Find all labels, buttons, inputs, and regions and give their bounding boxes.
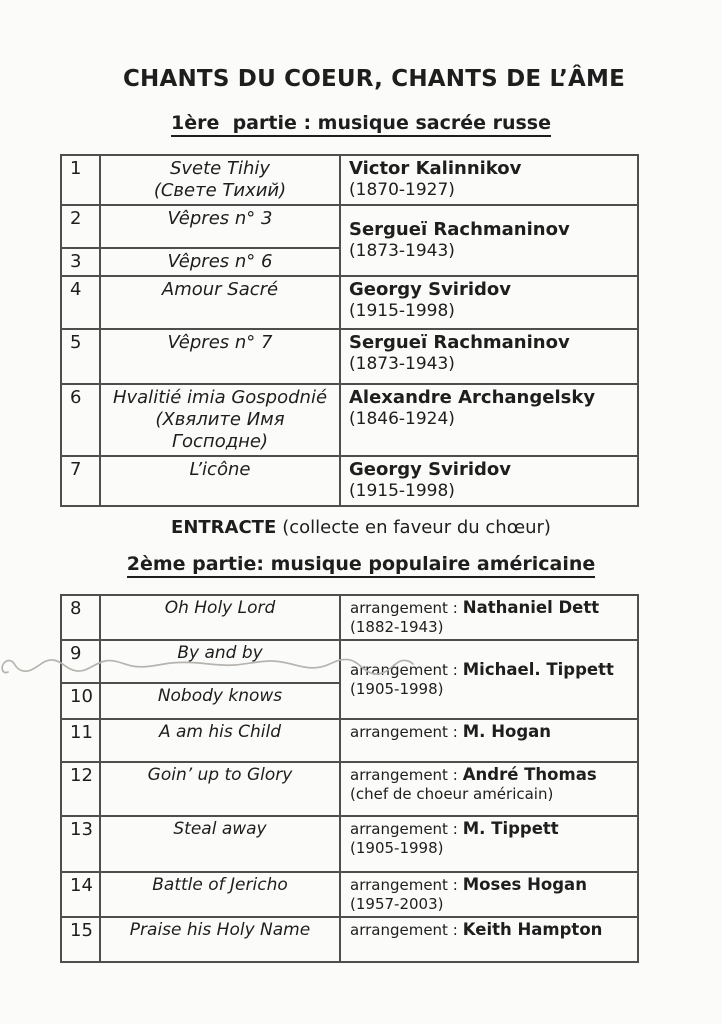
table-row: [61, 872, 638, 917]
composer-cell: [340, 456, 638, 506]
table-row: [61, 205, 638, 248]
arranger-name: Moses Hogan: [462, 875, 587, 894]
piece-title: Vêpres n° 3: [167, 208, 273, 229]
arranger-cell: [340, 595, 638, 640]
table-row: [61, 155, 638, 205]
arranger-dates: (1905-1998): [350, 839, 444, 857]
arrangement-prefix: arrangement :: [350, 820, 458, 838]
entracte-note: (collecte en faveur du chœur): [282, 517, 551, 538]
piece-number: 11: [61, 719, 100, 762]
piece-title: Vêpres n° 7: [167, 332, 273, 353]
arranger-name: Nathaniel Dett: [462, 598, 600, 617]
part1-program-table: [60, 154, 639, 507]
composer-cell-merged: [340, 205, 638, 276]
composer-name: Georgy Sviridov: [349, 279, 512, 300]
composer-dates: (1873-1943): [349, 241, 455, 261]
arrangement-prefix: arrangement :: [350, 723, 458, 741]
table-row: [61, 456, 638, 506]
composer-dates: (1873-1943): [349, 354, 455, 374]
composer-cell: [340, 329, 638, 384]
piece-title: Steal away: [173, 819, 267, 839]
piece-title-cell: [100, 872, 340, 917]
piece-number: 3: [61, 248, 100, 276]
piece-title: Praise his Holy Name: [129, 920, 311, 940]
piece-title-cell: [100, 917, 340, 962]
composer-name: Sergueï Rachmaninov: [349, 332, 570, 353]
arranger-dates: (1882-1943): [350, 618, 444, 636]
arranger-name: André Thomas: [462, 765, 597, 784]
arrangement-prefix: arrangement :: [350, 661, 458, 679]
piece-title: Oh Holy Lord: [164, 598, 276, 618]
piece-number: 5: [61, 329, 100, 384]
piece-number: 8: [61, 595, 100, 640]
composer-cell: [340, 155, 638, 205]
arrangement-prefix: arrangement :: [350, 921, 458, 939]
arrangement-prefix: arrangement :: [350, 876, 458, 894]
piece-title-cell: [100, 683, 340, 719]
piece-title: Vêpres n° 6: [167, 251, 273, 272]
arranger-name: Keith Hampton: [462, 920, 603, 939]
table-row: [61, 816, 638, 872]
entracte-label: ENTRACTE: [171, 517, 277, 538]
piece-number: 12: [61, 762, 100, 816]
piece-number: 7: [61, 456, 100, 506]
piece-title: Hvalitié imia Gospodnié: [112, 387, 328, 408]
piece-number: 10: [61, 683, 100, 719]
arranger-cell: [340, 762, 638, 816]
piece-title-original: (Хвялите Имя Господне): [155, 409, 285, 452]
arranger-cell: [340, 872, 638, 917]
composer-name: Alexandre Archangelsky: [349, 387, 596, 408]
piece-title-original: (Свете Тихий): [153, 180, 287, 201]
arranger-cell: [340, 917, 638, 962]
table-row: [61, 719, 638, 762]
piece-title: A am his Child: [158, 722, 282, 742]
piece-title-cell: [100, 205, 340, 248]
composer-cell: [340, 384, 638, 456]
composer-dates: (1870-1927): [349, 180, 455, 200]
piece-title-cell: [100, 595, 340, 640]
piece-number: 15: [61, 917, 100, 962]
arranger-dates: (1957-2003): [350, 895, 444, 913]
piece-title: Goin’ up to Glory: [147, 765, 293, 785]
piece-number: 9: [61, 640, 100, 683]
piece-title: Amour Sacré: [161, 279, 279, 300]
arrangement-prefix: arrangement :: [350, 766, 458, 784]
table-row: [61, 917, 638, 962]
arranger-cell-merged: [340, 640, 638, 719]
table-row: [61, 762, 638, 816]
arranger-name: M. Hogan: [462, 722, 552, 741]
piece-number: 14: [61, 872, 100, 917]
table-row: [61, 640, 638, 683]
composer-cell: [340, 276, 638, 329]
piece-title-cell: [100, 816, 340, 872]
piece-number: 2: [61, 205, 100, 248]
piece-title-cell: [100, 248, 340, 276]
composer-name: Sergueï Rachmaninov: [349, 219, 570, 240]
piece-title: L’icône: [189, 459, 251, 480]
arranger-cell: [340, 719, 638, 762]
piece-title-cell: [100, 762, 340, 816]
arranger-name: Michael. Tippett: [462, 660, 614, 679]
composer-dates: (1915-1998): [349, 301, 455, 321]
arrangement-prefix: arrangement :: [350, 599, 458, 617]
piece-title-cell: [100, 640, 340, 683]
arranger-cell: [340, 816, 638, 872]
table-row: [61, 384, 638, 456]
piece-title: Battle of Jericho: [152, 875, 288, 895]
piece-number: 13: [61, 816, 100, 872]
table-row: [61, 595, 638, 640]
piece-title-cell: [100, 384, 340, 456]
piece-title: Svete Tihiy: [169, 158, 271, 179]
composer-dates: (1846-1924): [349, 409, 455, 429]
composer-dates: (1915-1998): [349, 481, 455, 501]
page-title: CHANTS DU COEUR, CHANTS DE L’ÂME: [122, 66, 626, 92]
composer-name: Victor Kalinnikov: [349, 158, 522, 179]
piece-title: Nobody knows: [157, 686, 283, 706]
piece-title-cell: [100, 719, 340, 762]
arranger-note: (chef de choeur américain): [350, 785, 554, 803]
piece-title-cell: [100, 155, 340, 205]
part2-program-table: [60, 594, 639, 963]
piece-number: 6: [61, 384, 100, 456]
piece-title: By and by: [177, 643, 263, 663]
arranger-name: M. Tippett: [462, 819, 559, 838]
table-row: [61, 276, 638, 329]
piece-title-cell: [100, 329, 340, 384]
entracte-line: [0, 516, 722, 540]
piece-title-cell: [100, 456, 340, 506]
piece-number: 1: [61, 155, 100, 205]
piece-title-cell: [100, 276, 340, 329]
composer-name: Georgy Sviridov: [349, 459, 512, 480]
part1-heading: 1ère partie : musique sacrée russe: [171, 112, 551, 137]
arranger-dates: (1905-1998): [350, 680, 444, 698]
part2-heading: 2ème partie: musique populaire américaine: [127, 553, 596, 578]
table-row: [61, 329, 638, 384]
piece-number: 4: [61, 276, 100, 329]
